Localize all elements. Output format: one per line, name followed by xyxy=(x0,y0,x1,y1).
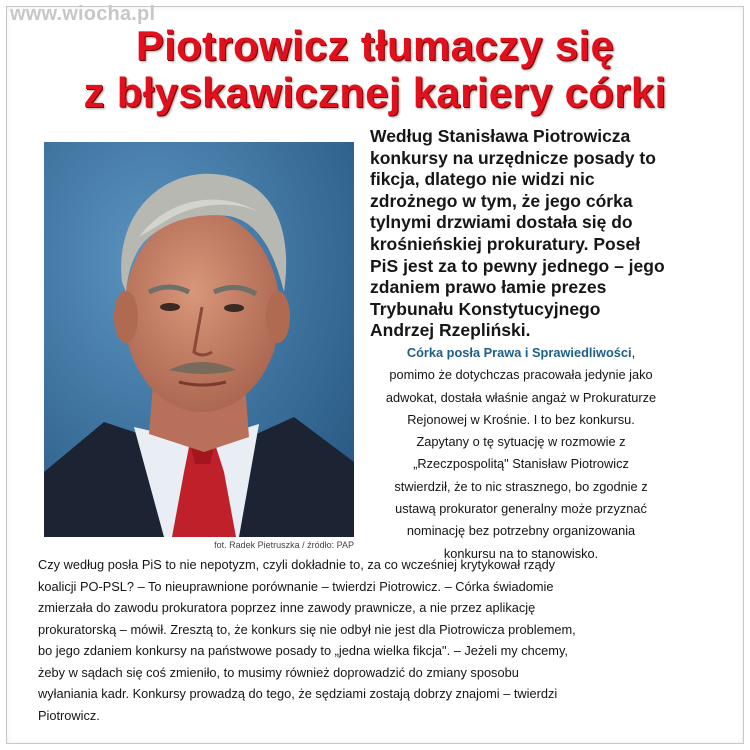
watermark: www.wiocha.pl xyxy=(10,3,156,25)
body-bottom-line: Czy według posła PiS to nie nepotyzm, czyli dokładnie to, za co wcześniej krytykował rządy xyxy=(38,557,556,572)
lead-line: zdaniem prawo łamie prezes xyxy=(370,277,607,298)
lead-line: Andrzej Rzepliński. xyxy=(370,320,531,341)
body-right-line: Zapytany o tę sytuację w rozmowie z xyxy=(416,434,626,450)
body-right-first-line xyxy=(356,342,686,364)
portrait-photo xyxy=(44,142,354,537)
lead-line: Trybunału Konstytucyjnego xyxy=(370,298,601,319)
body-right-line: konkursu na to stanowisko. xyxy=(443,545,599,561)
lead-line: krośnieńskiej prokuratury. Poseł xyxy=(370,233,641,254)
body-bottom-line: zmierzała do zawodu prokuratora poprzez inne zawody prawnicze, a nie przez aplikację xyxy=(38,600,536,615)
lead-line: fikcja, dlatego nie widzi nic xyxy=(370,169,595,190)
headline xyxy=(0,22,750,116)
body-right-line: nominację bez potrzebny organizowania xyxy=(406,523,636,539)
headline-line-2: z błyskawicznej kariery córki xyxy=(83,69,667,116)
lead-line: PiS jest za to pewny jednego – jego xyxy=(370,255,665,276)
portrait-illustration xyxy=(44,142,354,537)
headline-line-1: Piotrowicz tłumaczy się xyxy=(135,22,615,69)
body-bottom-line: koalicji PO-PSL? – To nieuprawnione porównanie – twierdzi Piotrowicz. – Córka świadomie xyxy=(38,578,554,594)
body-right-line: stwierdził, że to nic strasznego, bo zgodnie z xyxy=(394,478,648,494)
body-bottom-line: żeby w sądach się coś zmieniło, to musimy również doprowadzić do zmiany sposobu xyxy=(38,664,519,680)
highlight-phrase: Córka posła Prawa i Sprawiedliwości xyxy=(406,345,632,360)
body-paragraph-right xyxy=(356,342,686,565)
lead-line: tylnymi drzwiami dostała się do xyxy=(370,212,633,233)
body-right-line: „Rzeczpospolitą" Stanisław Piotrowicz xyxy=(413,456,629,472)
body-right-line: ustawą prokurator generalny może przyznać xyxy=(395,501,647,517)
body-paragraph-bottom xyxy=(38,554,728,726)
body-right-line: adwokat, dostała właśnie angaż w Prokuraturze xyxy=(385,389,657,405)
lead-line: zdrożnego w tym, że jego córka xyxy=(370,190,633,211)
body-bottom-line: prokuratorską – mówił. Zresztą to, że konkurs się nie odbył nie jest dla Piotrowicza problemem, xyxy=(38,621,576,637)
body-right-line: pomimo że dotychczas pracowała jedynie jako xyxy=(389,367,653,383)
photo-caption: fot. Radek Pietruszka / źródło: PAP xyxy=(214,540,354,550)
body-bottom-line: wyłaniania kadr. Konkursy prowadzą do tego, że sędziami zostają dobrzy znajomi – twierdzi xyxy=(38,686,558,701)
highlight-tail: , xyxy=(631,345,636,360)
body-bottom-line: bo jego zdaniem konkursy na państwowe posady to „jedna wielka fikcja". – Jeżeli my chcemy, xyxy=(38,643,568,658)
lead-line: konkursy na urzędnicze posady to xyxy=(370,147,656,168)
body-bottom-line: Piotrowicz. xyxy=(38,707,100,723)
lead-line: Według Stanisława Piotrowicza xyxy=(370,126,631,146)
lead-paragraph xyxy=(370,126,710,342)
body-right-line: Rejonowej w Krośnie. I to bez konkursu. xyxy=(407,411,635,427)
